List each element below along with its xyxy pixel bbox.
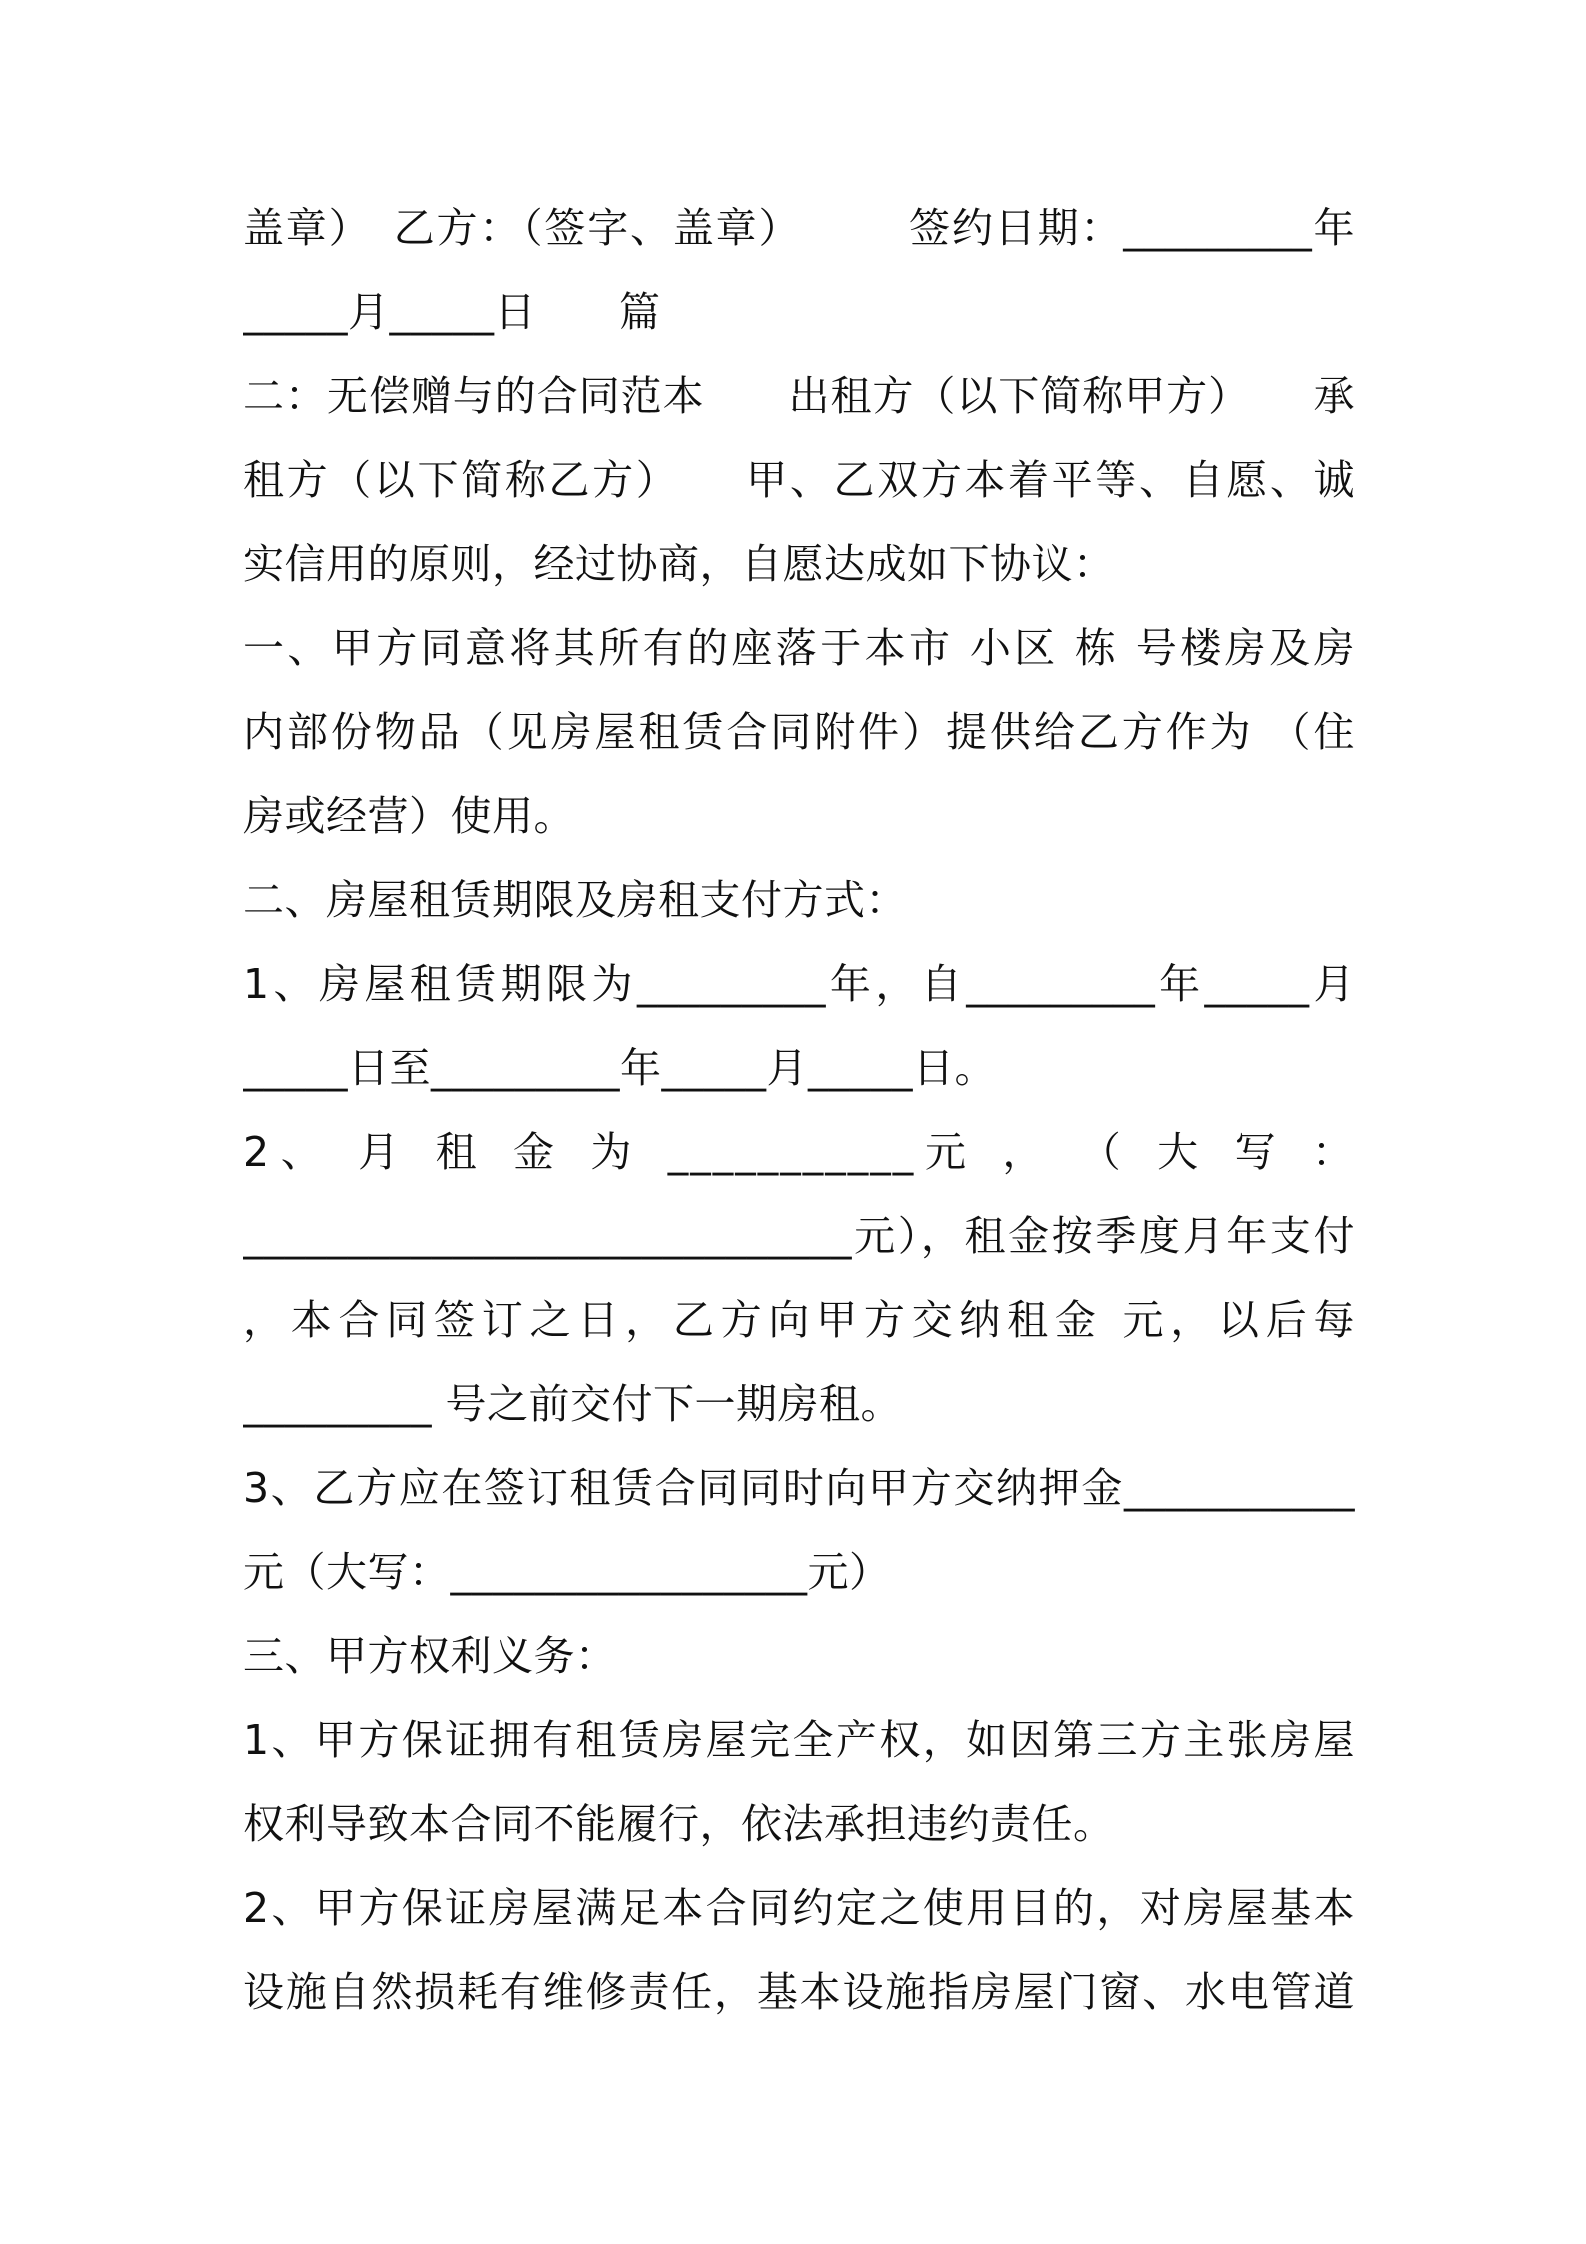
text-line-9: 二、房屋租赁期限及房租支付方式：: [243, 876, 907, 924]
text-line-21: 2、甲方保证房屋满足本合同约定之使用目的，对房屋基本: [243, 1884, 1355, 1932]
text-line-18: 三、甲方权利义务：: [243, 1632, 617, 1680]
text-line-1: 盖章） 乙方：（签字、盖章） 签约日期：_________年: [243, 204, 1355, 252]
text-line-2: _____月_____日 篇: [243, 288, 661, 336]
text-line-7: 内部份物品（见房屋租赁合同附件）提供给乙方作为 （住: [243, 708, 1355, 756]
text-line-12: 2、 月 租 金 为 ___________元 ， （ 大 写 ：: [243, 1128, 1355, 1176]
text-line-20: 权利导致本合同不能履行，依法承担违约责任。: [243, 1800, 1115, 1848]
text-line-4: 租方（以下简称乙方） 甲、乙双方本着平等、自愿、诚: [243, 456, 1355, 504]
text-line-13: _____________________________元），租金按季度月年支付: [243, 1212, 1355, 1260]
text-line-8: 房或经营）使用。: [243, 792, 575, 840]
text-line-14: ，本合同签订之日，乙方向甲方交纳租金 元，以后每: [243, 1296, 1355, 1344]
text-line-16: 3、乙方应在签订租赁合同同时向甲方交纳押金___________: [243, 1464, 1355, 1512]
text-line-22: 设施自然损耗有维修责任，基本设施指房屋门窗、水电管道: [243, 1968, 1355, 2016]
text-line-11: _____日至_________年_____月_____日。: [243, 1044, 996, 1092]
text-line-19: 1、甲方保证拥有租赁房屋完全产权，如因第三方主张房屋: [243, 1716, 1355, 1764]
text-line-5: 实信用的原则，经过协商，自愿达成如下协议：: [243, 540, 1115, 588]
text-line-10: 1、房屋租赁期限为_________年，自_________年_____月: [243, 960, 1355, 1008]
text-line-15: _________ 号之前交付下一期房租。: [243, 1380, 903, 1428]
text-line-17: 元（大写：_________________元）: [243, 1548, 891, 1596]
text-line-3: 二：无偿赠与的合同范本 出租方（以下简称甲方） 承: [243, 372, 1355, 420]
text-line-6: 一、甲方同意将其所有的座落于本市 小区 栋 号楼房及房: [243, 624, 1355, 672]
